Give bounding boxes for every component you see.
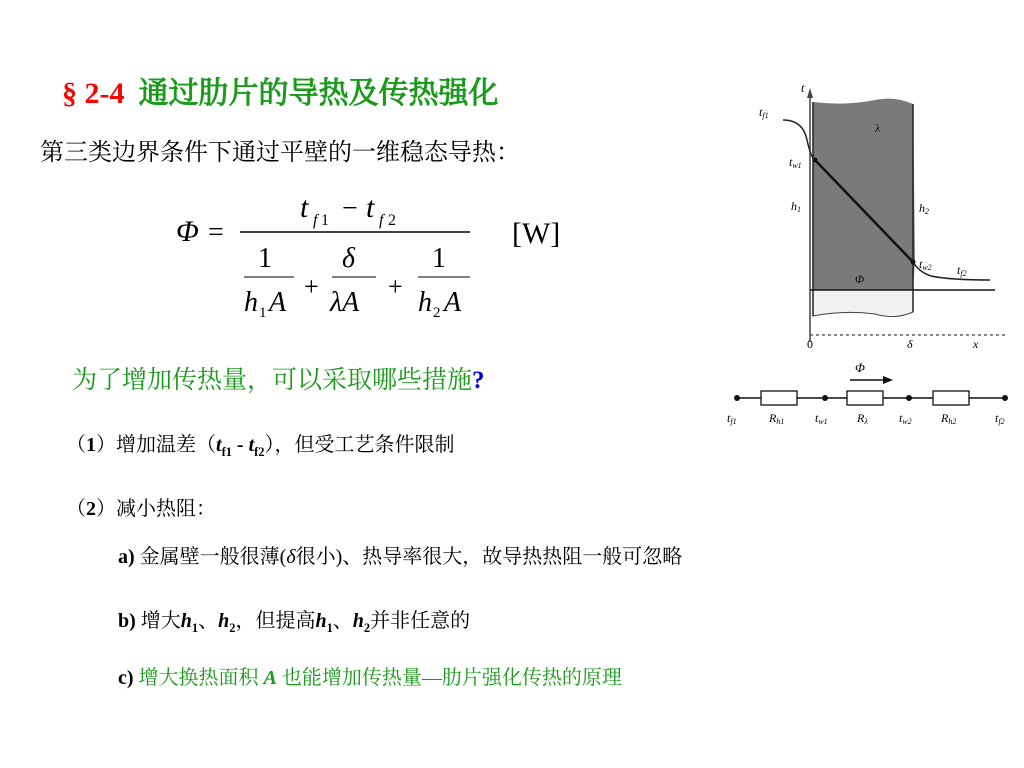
svg-text:1: 1 (432, 243, 446, 274)
svg-text:λA: λA (330, 287, 360, 318)
formula-phi: Φ (176, 215, 199, 248)
resistor-h1 (761, 391, 797, 405)
formula-denominator (244, 243, 470, 321)
node-tw2 (906, 395, 912, 401)
t-axis-label: t (801, 81, 805, 95)
node-label-tw2: tw2 (899, 411, 912, 426)
svg-text:t: t (366, 191, 375, 224)
resistor-label-lambda: Rλ (857, 411, 868, 426)
svg-text:δ: δ (342, 243, 356, 274)
h2-label: h2 (919, 201, 929, 216)
item-2: （2）减小热阻： (66, 498, 216, 520)
tf2-label: tf2 (957, 263, 967, 278)
node-label-tf1: tf1 (727, 411, 737, 426)
item-b: b) 增大$h_1$、$h_2$，但提高$h_1$、$h_2$并非任意的 (118, 610, 471, 635)
x-axis-label: x (973, 337, 979, 351)
item-1: （1）增加温差$(t_{f1} - t_{f2})$，但受工艺条件限制 (66, 434, 455, 459)
node-tw1 (822, 395, 828, 401)
svg-text:2: 2 (388, 212, 396, 229)
title-text: 通过肋片的导热及传热强化 (138, 77, 499, 110)
svg-text:f: f (379, 212, 384, 229)
t-axis-arrow (807, 88, 813, 98)
formula-equals: = (208, 217, 224, 248)
heat-flow-formula (170, 185, 590, 335)
svg-text:+: + (304, 272, 319, 301)
svg-text:h: h (244, 287, 258, 318)
circuit-phi-label: Φ (855, 360, 865, 375)
resistor-label-h1: Rh1 (769, 411, 785, 426)
svg-text:t: t (300, 191, 309, 224)
origin-label: 0 (807, 337, 813, 351)
circuit-phi-arrowhead (883, 376, 893, 384)
item-c: c) 增大换热面积 A 也能增加传热量—肋片强化传热的原理 (118, 667, 622, 689)
wall-temperature-diagram (735, 80, 1015, 360)
section-number: § 2-4 (62, 77, 125, 110)
delta-label: δ (907, 337, 913, 351)
node-tf1 (734, 395, 740, 401)
svg-text:A: A (269, 287, 287, 318)
svg-text:−: − (342, 193, 358, 224)
tw1-label: tw1 (789, 155, 802, 170)
resistor-lambda (847, 391, 883, 405)
h1-label: h1 (791, 199, 801, 214)
wall-lower-part (813, 290, 913, 317)
intro-text: 第三类边界条件下通过平壁的一维稳态导热： (40, 140, 520, 166)
formula-numerator (300, 191, 396, 229)
question-text: 为了增加传热量，可以采取哪些措施? (72, 367, 485, 394)
node-tf2 (1002, 395, 1008, 401)
lambda-label: λ (875, 121, 881, 135)
tw2-label: tw2 (919, 257, 932, 272)
node-label-tw1: tw1 (815, 411, 828, 426)
wall-region (813, 99, 915, 290)
tw2-point (911, 260, 916, 265)
formula-unit: [W] (512, 217, 561, 250)
svg-text:+: + (388, 272, 403, 301)
svg-text:2: 2 (433, 305, 441, 321)
svg-text:h: h (418, 287, 432, 318)
thermal-resistance-circuit (725, 358, 1020, 433)
svg-text:A: A (444, 287, 462, 318)
resistor-h2 (933, 391, 969, 405)
tf1-label: tf1 (759, 105, 769, 120)
node-label-tf2: tf2 (995, 411, 1005, 426)
svg-text:f: f (313, 212, 318, 229)
resistor-label-h2: Rh2 (941, 411, 957, 426)
svg-text:1: 1 (258, 243, 272, 274)
slide-title (62, 68, 499, 112)
svg-text:1: 1 (321, 212, 329, 229)
phi-label: Φ (855, 272, 865, 286)
tw1-point (813, 158, 818, 163)
svg-text:1: 1 (259, 305, 267, 321)
item-a: a) 金属壁一般很薄(δ很小)、热导率很大，故导热热阻一般可忽略 (118, 546, 683, 568)
